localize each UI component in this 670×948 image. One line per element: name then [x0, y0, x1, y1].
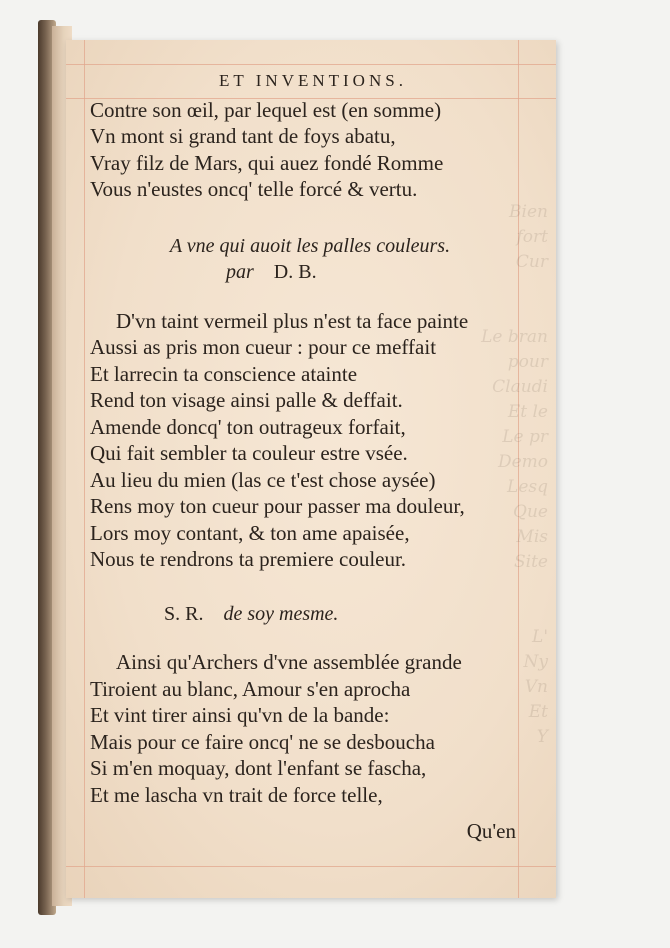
stanza-1	[90, 97, 530, 203]
verse-line: Tiroient au blanc, Amour s'en aprocha	[90, 676, 411, 701]
poem-byline	[226, 259, 530, 286]
running-head: ET INVENTIONS.	[219, 71, 407, 90]
verse-line: Au lieu du mien (las ce t'est chose aysée)	[90, 467, 436, 492]
byline-prefix: par	[226, 261, 254, 283]
poem-heading	[164, 601, 530, 628]
verse-line: Vn mont si grand tant de foys abatu,	[90, 124, 396, 148]
verse-line: Contre son œil, par lequel est (en somme)	[90, 97, 442, 122]
verse-line: Vray filz de Mars, qui auez fondé Romme	[90, 150, 444, 175]
stanza-3	[90, 649, 530, 808]
verse-line: Et me lascha vn trait de force telle,	[90, 782, 383, 807]
poem-title: de soy mesme.	[223, 602, 339, 625]
verse-line: Vous n'eustes oncq' telle forcé & vertu.	[90, 177, 418, 201]
page-text	[90, 68, 530, 845]
stanza-2	[90, 308, 530, 573]
book-page	[66, 40, 556, 898]
verse-line: Nous te rendrons ta premiere couleur.	[90, 547, 407, 571]
poem-title: A vne qui auoit les palles couleurs.	[169, 234, 451, 257]
verse-line: Et vint tirer ainsi qu'vn de la bande:	[90, 703, 390, 727]
bleed-through-texture: Bien fort Cur Le bran pour Claudi Et le Le pr Demo Lesq Que Mis Site L' Ny Vn Et Y	[481, 202, 548, 747]
verse-line: Rend ton visage ainsi palle & deffait.	[90, 388, 403, 412]
verse-line: Mais pour ce faire oncq' ne se desboucha	[90, 729, 435, 754]
verse-line: Si m'en moquay, dont l'enfant se fascha,	[90, 756, 427, 780]
verse-line: Rens moy ton cueur pour passer ma douleur,	[90, 494, 465, 518]
catchword: Qu'en	[466, 819, 516, 843]
verse-line: Qui fait sembler ta couleur estre vsée.	[90, 441, 408, 465]
verse-line: D'vn taint vermeil plus n'est ta face painte	[116, 308, 469, 333]
verse-line: Lors moy contant, & ton ame apaisée,	[90, 520, 410, 545]
verse-line: Et larrecin ta conscience atainte	[90, 361, 358, 386]
verse-line: Ainsi qu'Archers d'vne assemblée grande	[116, 650, 462, 674]
author-initials: S. R.	[164, 602, 204, 625]
author-initials: D. B.	[273, 261, 317, 283]
verse-line: Aussi as pris mon cueur : pour ce meffait	[90, 335, 437, 359]
verse-line: Amende doncq' ton outrageux forfait,	[90, 414, 406, 439]
rule-left	[84, 40, 85, 898]
